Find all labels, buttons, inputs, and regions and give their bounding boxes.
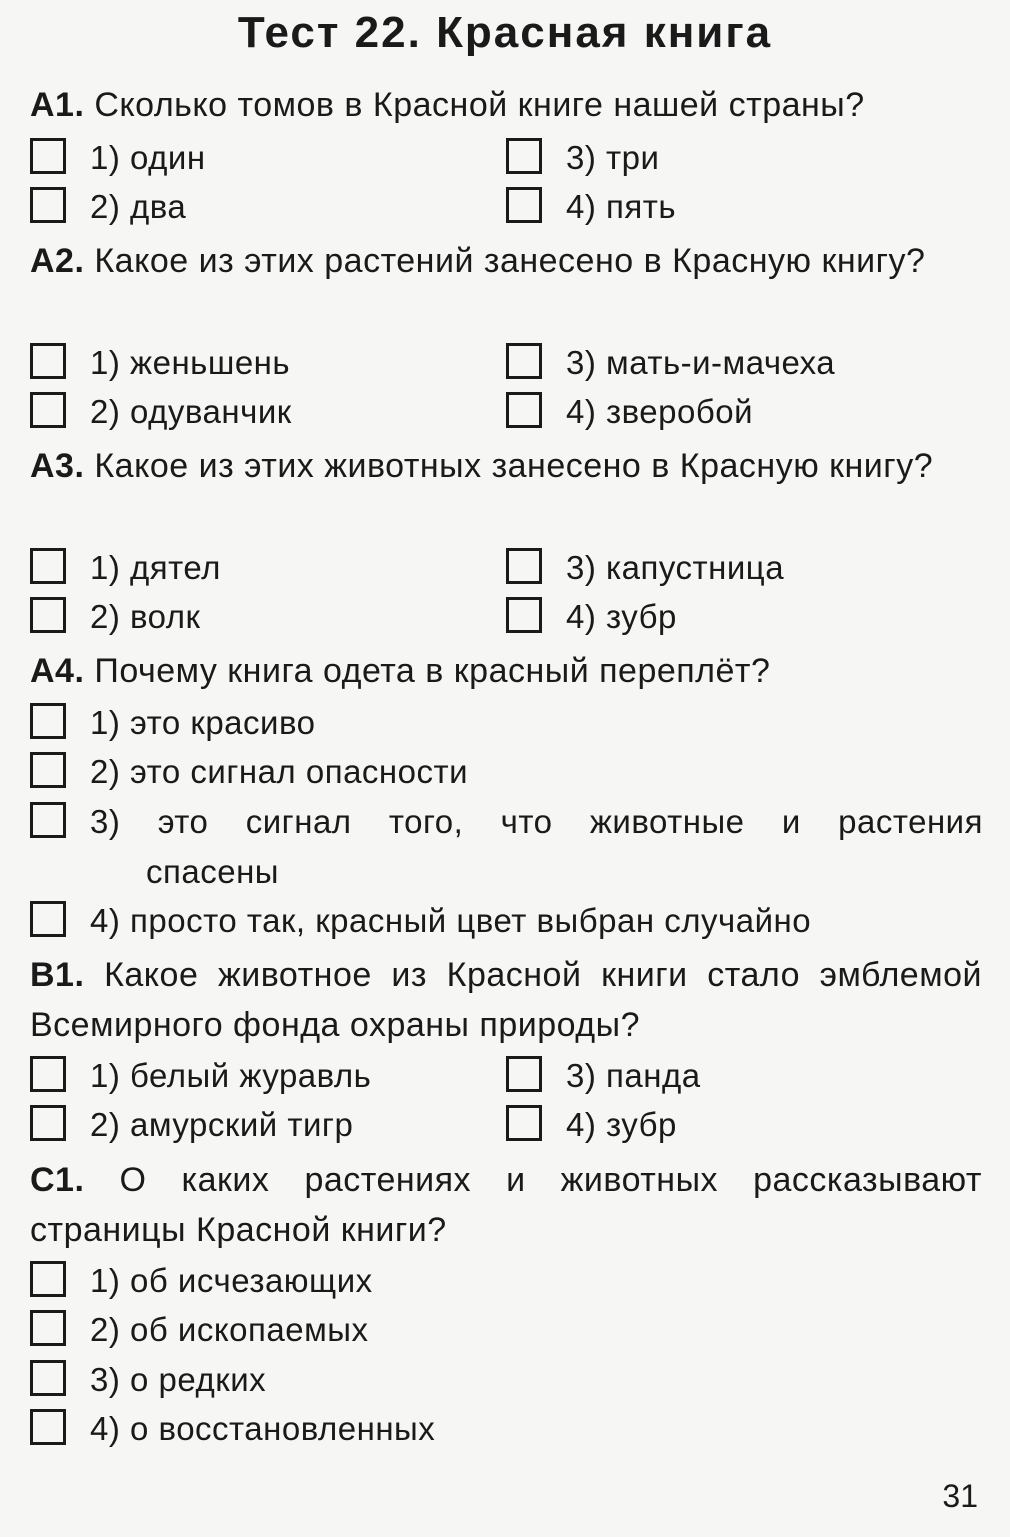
option-label: 4) зубр <box>566 1106 677 1143</box>
answer-checkbox[interactable] <box>30 548 66 584</box>
option-label: 1) это красиво <box>90 704 316 741</box>
answer-checkbox[interactable] <box>30 1310 66 1346</box>
answer-checkbox[interactable] <box>30 597 66 633</box>
option-label: 1) женьшень <box>90 344 291 381</box>
option-label: 2) это сигнал опасности <box>90 753 469 790</box>
option-label: 2) амурский тигр <box>90 1106 354 1143</box>
answer-checkbox[interactable] <box>30 138 66 174</box>
option-label: 3) мать-и-мачеха <box>566 344 836 381</box>
option-label: 1) белый журавль <box>90 1057 372 1094</box>
question-code: С1. <box>30 1161 85 1199</box>
answer-checkbox[interactable] <box>506 1056 542 1092</box>
option-label: 2) волк <box>90 598 201 635</box>
answer-checkbox[interactable] <box>506 548 542 584</box>
answer-checkbox[interactable] <box>30 901 66 937</box>
question-code: А3. <box>30 447 85 485</box>
question-a4 <box>30 646 982 696</box>
answer-checkbox[interactable] <box>506 138 542 174</box>
answer-checkbox[interactable] <box>30 752 66 788</box>
option-label: 3) панда <box>566 1057 701 1094</box>
answer-checkbox[interactable] <box>30 703 66 739</box>
option-label: 3) это сигнал того, что животные и растения <box>90 803 983 840</box>
option-label: 1) дятел <box>90 549 221 586</box>
option-label: 3) капустница <box>566 549 785 586</box>
option-label: 4) просто так, красный цвет выбран случайно <box>90 902 812 939</box>
answer-checkbox[interactable] <box>30 802 66 838</box>
page-number: 31 <box>942 1478 978 1514</box>
question-a3 <box>30 441 982 491</box>
page-title: Тест 22. Красная книга <box>237 8 773 57</box>
answer-checkbox[interactable] <box>30 1105 66 1141</box>
option-label-continued: спасены <box>146 853 280 890</box>
answer-checkbox[interactable] <box>506 597 542 633</box>
option-label: 3) о редких <box>90 1361 267 1398</box>
answer-checkbox[interactable] <box>30 187 66 223</box>
question-code: А2. <box>30 242 85 280</box>
question-a1 <box>30 80 982 130</box>
option-label: 2) одуванчик <box>90 393 292 430</box>
option-label: 4) о восстановленных <box>90 1410 436 1447</box>
question-b1 <box>30 950 982 1050</box>
option-label: 3) три <box>566 139 660 176</box>
answer-checkbox[interactable] <box>506 1105 542 1141</box>
option-label: 1) один <box>90 139 206 176</box>
answer-checkbox[interactable] <box>30 392 66 428</box>
question-text: О каких растениях и животных рассказывают страницы Красной книги? <box>30 1161 982 1249</box>
option-label: 4) пять <box>566 188 677 225</box>
option-label: 4) зубр <box>566 598 677 635</box>
option-label: 2) об ископаемых <box>90 1311 369 1348</box>
question-a2 <box>30 236 982 286</box>
answer-checkbox[interactable] <box>30 1360 66 1396</box>
answer-checkbox[interactable] <box>506 343 542 379</box>
answer-checkbox[interactable] <box>30 1056 66 1092</box>
option-label: 1) об исчезающих <box>90 1262 373 1299</box>
option-a4-3[interactable] <box>30 800 983 900</box>
answer-checkbox[interactable] <box>506 187 542 223</box>
answer-checkbox[interactable] <box>506 392 542 428</box>
question-text: Почему книга одета в красный переплёт? <box>94 652 771 690</box>
question-c1 <box>30 1155 982 1255</box>
question-text: Сколько томов в Красной книге нашей страны? <box>94 86 865 124</box>
question-code: В1. <box>30 956 85 994</box>
answer-checkbox[interactable] <box>30 1409 66 1445</box>
answer-checkbox[interactable] <box>30 1261 66 1297</box>
answer-checkbox[interactable] <box>30 343 66 379</box>
question-text: Какое животное из Красной книги стало эмблемой Всемирного фонда охраны природы? <box>30 956 982 1044</box>
question-code: А4. <box>30 652 85 690</box>
question-text: Какое из этих растений занесено в Красную книгу? <box>94 242 926 280</box>
question-text: Какое из этих животных занесено в Красную книгу? <box>94 447 934 485</box>
option-label: 2) два <box>90 188 187 225</box>
question-code: А1. <box>30 86 85 124</box>
option-label: 4) зверобой <box>566 393 754 430</box>
